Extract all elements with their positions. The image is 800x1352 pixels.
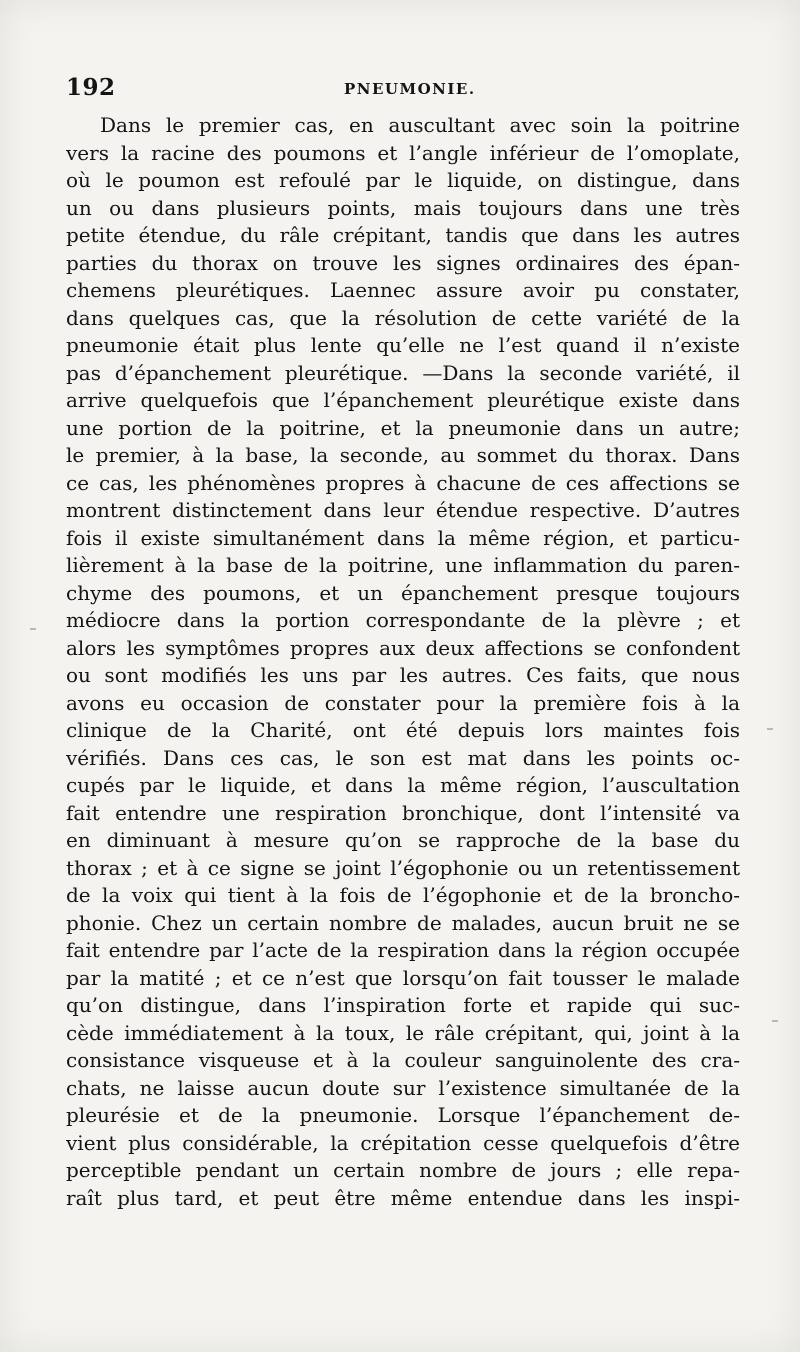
page-header [66,74,740,106]
text-line: médiocre dans la portion correspondante de la plèvre ; et [66,608,740,632]
text-line: thorax ; et à ce signe se joint l’égophonie ou un retentissement [66,855,740,880]
text-line: phonie. Chez un certain nombre de malades, aucun bruit ne se [66,910,740,935]
text-line: parties du thorax on trouve les signes ordinaires des épan- [66,250,740,275]
text-line: petite étendue, du râle crépitant, tandis que dans les autres [66,223,740,247]
text-line: chyme des poumons, et un épanchement presque toujours [66,580,740,605]
text-line: cupés par le liquide, et dans la même région, l’auscultation [66,773,740,797]
text-line: chemens pleurétiques. Laennec assure avoir pu constater, [66,278,740,302]
text-line: raît plus tard, et peut être même entendue dans les inspi- [66,1185,740,1210]
text-line: montrent distinctement dans leur étendue respective. D’autres [66,498,740,522]
text-line: pneumonie était plus lente qu’elle ne l’est quand il n’existe [66,333,740,357]
text-line: ce cas, les phénomènes propres à chacune de ces affections se [66,470,740,495]
text-line: dans quelques cas, que la résolution de cette variété de la [66,305,740,330]
text-line: pas d’épanchement pleurétique. —Dans la seconde variété, il [66,360,740,385]
text-line: pleurésie et de la pneumonie. Lorsque l’épanchement de- [66,1103,740,1127]
text-line: Dans le premier cas, en auscultant avec soin la poitrine [100,113,740,137]
text-line: de la voix qui tient à la fois de l’égophonie et de la broncho- [66,883,740,907]
text-line: en diminuant à mesure qu’on se rapproche de la base du [66,828,740,852]
text-line: fois il existe simultanément dans la même région, et particu- [66,525,740,550]
text-line: alors les symptômes propres aux deux affections se confondent [66,635,740,660]
text-line: consistance visqueuse et à la couleur sanguinolente des cra- [66,1048,740,1072]
text-line: chats, ne laisse aucun doute sur l’existence simultanée de la [66,1075,740,1100]
text-line: une portion de la poitrine, et la pneumonie dans un autre; [66,415,740,440]
text-line: perceptible pendant un certain nombre de jours ; elle repa- [66,1158,740,1182]
text-line: avons eu occasion de constater pour la première fois à la [66,690,740,715]
text-line: où le poumon est refoulé par le liquide, on distingue, dans [66,168,740,192]
text-line: arrive quelquefois que l’épanchement pleurétique existe dans [66,388,740,412]
page-number: 192 [66,74,116,101]
text-line: qu’on distingue, dans l’inspiration forte et rapide qui suc- [66,993,740,1017]
body-text [66,112,740,1212]
margin-speck [772,1020,778,1022]
text-line: clinique de la Charité, ont été depuis lors maintes fois [66,718,740,742]
running-head: PNEUMONIE. [344,80,476,98]
text-line: fait entendre une respiration bronchique, dont l’intensité va [66,800,740,825]
text-line: ou sont modifiés les uns par les autres. Ces faits, que nous [66,663,740,687]
text-line: un ou dans plusieurs points, mais toujours dans une très [66,195,740,220]
text-line: cède immédiatement à la toux, le râle crépitant, qui, joint à la [66,1020,740,1045]
margin-speck [767,728,773,730]
text-line: fait entendre par l’acte de la respiration dans la région occupée [66,938,740,962]
text-line: vérifiés. Dans ces cas, le son est mat dans les points oc- [66,745,740,770]
text-line: vient plus considérable, la crépitation cesse quelquefois d’être [66,1130,740,1155]
text-line: le premier, à la base, la seconde, au sommet du thorax. Dans [66,443,740,467]
text-line: lièrement à la base de la poitrine, une inflammation du paren- [66,553,740,577]
text-line: par la matité ; et ce n’est que lorsqu’on fait tousser le malade [66,965,740,990]
margin-speck [30,628,36,630]
text-line: vers la racine des poumons et l’angle inférieur de l’omoplate, [66,140,740,165]
